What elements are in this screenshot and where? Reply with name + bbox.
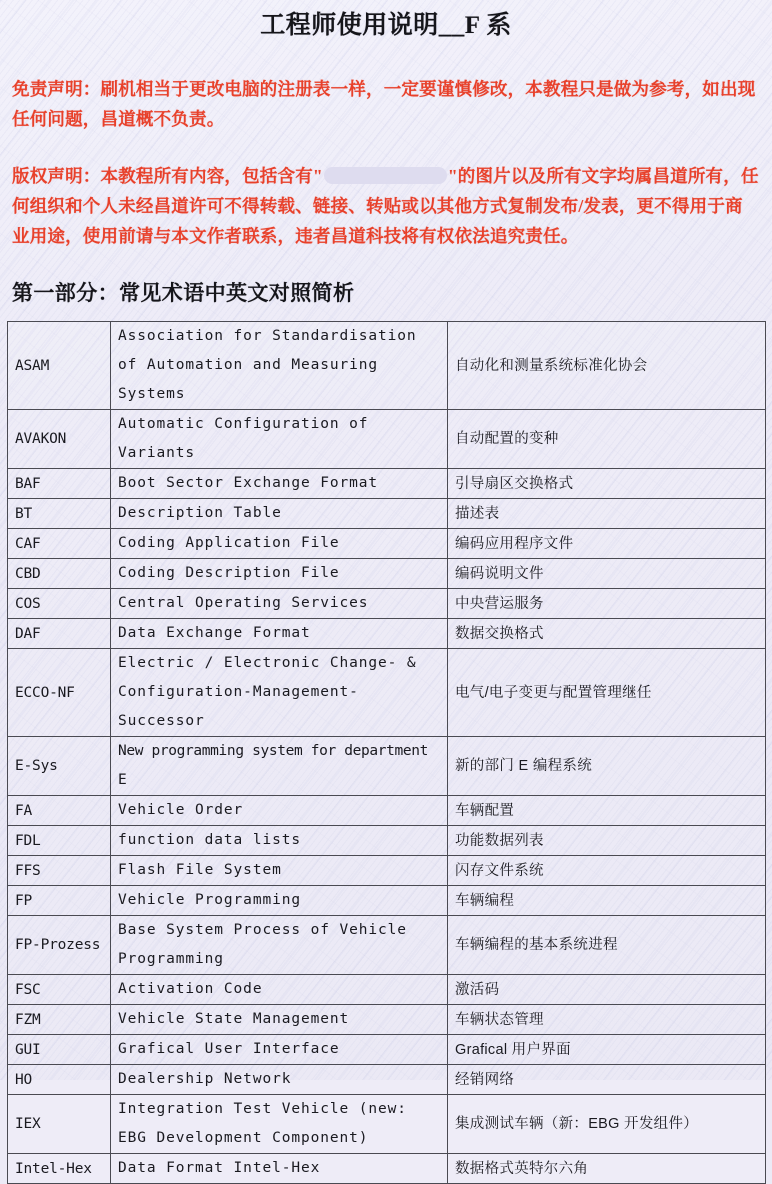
glossary-abbreviation: Intel-Hex bbox=[8, 1154, 111, 1184]
glossary-english-term: function data lists bbox=[111, 826, 448, 856]
glossary-english-term: Integration Test Vehicle (new: EBG Development Component) bbox=[111, 1095, 448, 1154]
glossary-english-term: Coding Application File bbox=[111, 529, 448, 559]
glossary-abbreviation: COS bbox=[8, 589, 111, 619]
glossary-abbreviation: IEX bbox=[8, 1095, 111, 1154]
glossary-english-term: Vehicle Order bbox=[111, 796, 448, 826]
disclaimer-text: 刷机相当于更改电脑的注册表一样，一定要谨慎修改，本教程只是做为参考，如出现任何问题，昌道概不负责。 bbox=[12, 79, 756, 129]
glossary-english-term: Data Exchange Format bbox=[111, 619, 448, 649]
glossary-chinese-term: 编码应用程序文件 bbox=[448, 529, 766, 559]
glossary-chinese-term: 自动配置的变种 bbox=[448, 410, 766, 469]
glossary-english-term: Boot Sector Exchange Format bbox=[111, 469, 448, 499]
redacted-block bbox=[324, 167, 447, 184]
glossary-english-term: Vehicle Programming bbox=[111, 886, 448, 916]
table-row bbox=[8, 1005, 766, 1035]
glossary-abbreviation: CBD bbox=[8, 559, 111, 589]
table-row bbox=[8, 916, 766, 975]
glossary-abbreviation: FP bbox=[8, 886, 111, 916]
table-row bbox=[8, 826, 766, 856]
glossary-english-term: Coding Description File bbox=[111, 559, 448, 589]
table-row bbox=[8, 856, 766, 886]
glossary-english-term: Central Operating Services bbox=[111, 589, 448, 619]
table-row bbox=[8, 410, 766, 469]
table-row bbox=[8, 886, 766, 916]
copyright-text-before: 本教程所有内容，包括含有" bbox=[100, 166, 323, 186]
table-row bbox=[8, 619, 766, 649]
glossary-chinese-term: 中央营运服务 bbox=[448, 589, 766, 619]
table-row bbox=[8, 737, 766, 796]
glossary-chinese-term: 经销网络 bbox=[448, 1065, 766, 1095]
table-row bbox=[8, 589, 766, 619]
glossary-chinese-term: 编码说明文件 bbox=[448, 559, 766, 589]
glossary-chinese-term: 自动化和测量系统标准化协会 bbox=[448, 322, 766, 410]
glossary-english-term: Dealership Network bbox=[111, 1065, 448, 1095]
glossary-chinese-term: 车辆状态管理 bbox=[448, 1005, 766, 1035]
glossary-abbreviation: CAF bbox=[8, 529, 111, 559]
table-row bbox=[8, 499, 766, 529]
glossary-chinese-term: 数据交换格式 bbox=[448, 619, 766, 649]
glossary-english-term: Flash File System bbox=[111, 856, 448, 886]
glossary-english-term: Description Table bbox=[111, 499, 448, 529]
glossary-abbreviation: AVAKON bbox=[8, 410, 111, 469]
glossary-abbreviation: FA bbox=[8, 796, 111, 826]
glossary-english-term: Vehicle State Management bbox=[111, 1005, 448, 1035]
table-row bbox=[8, 559, 766, 589]
table-row bbox=[8, 649, 766, 737]
table-row bbox=[8, 469, 766, 499]
table-row bbox=[8, 322, 766, 410]
page-title: 工程师使用说明__F 系 bbox=[260, 12, 512, 39]
glossary-abbreviation: DAF bbox=[8, 619, 111, 649]
table-row bbox=[8, 975, 766, 1005]
glossary-abbreviation: GUI bbox=[8, 1035, 111, 1065]
glossary-abbreviation: ASAM bbox=[8, 322, 111, 410]
glossary-abbreviation: ECCO-NF bbox=[8, 649, 111, 737]
glossary-english-term: Data Format Intel-Hex bbox=[111, 1154, 448, 1184]
glossary-english-term: Activation Code bbox=[111, 975, 448, 1005]
glossary-chinese-term: 数据格式英特尔六角 bbox=[448, 1154, 766, 1184]
glossary-chinese-term: 激活码 bbox=[448, 975, 766, 1005]
section-heading: 第一部分：常见术语中英文对照简析 bbox=[12, 281, 355, 305]
glossary-abbreviation: FZM bbox=[8, 1005, 111, 1035]
table-row bbox=[8, 796, 766, 826]
table-row bbox=[8, 1095, 766, 1154]
copyright-notice bbox=[12, 134, 760, 251]
disclaimer-label: 免责声明： bbox=[12, 79, 101, 99]
glossary-chinese-term: 新的部门 E 编程系统 bbox=[448, 737, 766, 796]
glossary-abbreviation: HO bbox=[8, 1065, 111, 1095]
table-row bbox=[8, 1154, 766, 1184]
glossary-table-body bbox=[8, 322, 766, 1184]
glossary-chinese-term: 电气/电子变更与配置管理继任 bbox=[448, 649, 766, 737]
glossary-english-term: Association for Standardisation of Automation and Measuring Systems bbox=[111, 322, 448, 410]
glossary-abbreviation: BAF bbox=[8, 469, 111, 499]
table-row bbox=[8, 1065, 766, 1095]
table-row bbox=[8, 1035, 766, 1065]
glossary-english-term: New programming system for department E bbox=[111, 737, 448, 796]
glossary-abbreviation: BT bbox=[8, 499, 111, 529]
glossary-english-term: Electric / Electronic Change- & Configuration-Management-Successor bbox=[111, 649, 448, 737]
glossary-chinese-term: 车辆配置 bbox=[448, 796, 766, 826]
glossary-abbreviation: FP-Prozess bbox=[8, 916, 111, 975]
copyright-text-after: "的图片以及所有文字均属昌道所有，任何组织和个人未经昌道许可不得转载、链接、转贴或以其他方式复制发布/发表，更不得用于商业用途，使用前请与本文作者联系，违者昌道科技将有权依法追究责任。 bbox=[12, 166, 759, 246]
glossary-english-term: Grafical User Interface bbox=[111, 1035, 448, 1065]
copyright-label: 版权声明： bbox=[12, 166, 101, 186]
glossary-chinese-term: 闪存文件系统 bbox=[448, 856, 766, 886]
glossary-table-wrapper bbox=[7, 321, 765, 1184]
glossary-chinese-term: 描述表 bbox=[448, 499, 766, 529]
glossary-abbreviation: FFS bbox=[8, 856, 111, 886]
glossary-english-term: Base System Process of Vehicle Programming bbox=[111, 916, 448, 975]
glossary-chinese-term: 功能数据列表 bbox=[448, 826, 766, 856]
glossary-abbreviation: FDL bbox=[8, 826, 111, 856]
disclaimer-notice bbox=[12, 43, 760, 134]
table-row bbox=[8, 529, 766, 559]
glossary-chinese-term: 车辆编程的基本系统进程 bbox=[448, 916, 766, 975]
glossary-table bbox=[7, 321, 766, 1184]
glossary-english-term: Automatic Configuration of Variants bbox=[111, 410, 448, 469]
glossary-chinese-term: 引导扇区交换格式 bbox=[448, 469, 766, 499]
glossary-abbreviation: E-Sys bbox=[8, 737, 111, 796]
glossary-chinese-term: 车辆编程 bbox=[448, 886, 766, 916]
glossary-chinese-term: 集成测试车辆（新：EBG 开发组件） bbox=[448, 1095, 766, 1154]
glossary-chinese-term: Grafical 用户界面 bbox=[448, 1035, 766, 1065]
glossary-abbreviation: FSC bbox=[8, 975, 111, 1005]
